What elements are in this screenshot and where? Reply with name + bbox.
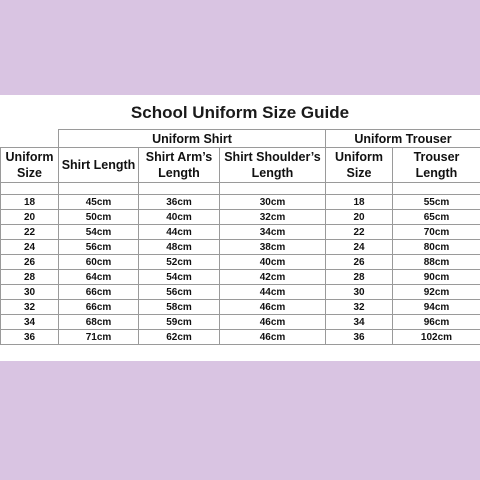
table-row xyxy=(1,300,480,315)
trouser-uniform-size-cell: 24 xyxy=(326,240,393,255)
shirt-shoulder-length-cell: 46cm xyxy=(220,300,326,315)
spacer-cell xyxy=(139,183,220,195)
trouser-uniform-size-cell: 22 xyxy=(326,225,393,240)
shirt-length-cell: 64cm xyxy=(59,270,139,285)
shirt-shoulder-length-cell: 44cm xyxy=(220,285,326,300)
trouser-length-cell: 90cm xyxy=(393,270,480,285)
size-guide-card xyxy=(0,95,480,361)
uniform-size-cell: 18 xyxy=(1,195,59,210)
trouser-length-cell: 88cm xyxy=(393,255,480,270)
trouser-uniform-size-cell: 30 xyxy=(326,285,393,300)
trouser-uniform-size-cell: 26 xyxy=(326,255,393,270)
spacer-cell xyxy=(393,183,480,195)
spacer-cell xyxy=(59,183,139,195)
shirt-arm-length-cell: 36cm xyxy=(139,195,220,210)
table-row xyxy=(1,210,480,225)
shirt-arm-length-cell: 59cm xyxy=(139,315,220,330)
shirt-arm-length-cell: 44cm xyxy=(139,225,220,240)
table-row xyxy=(1,255,480,270)
shirt-arm-length-cell: 56cm xyxy=(139,285,220,300)
spacer-cell xyxy=(1,183,59,195)
header-trouser-length: Trouser Length xyxy=(393,148,480,183)
table-row xyxy=(1,240,480,255)
shirt-arm-length-cell: 40cm xyxy=(139,210,220,225)
size-guide-table xyxy=(0,129,480,345)
shirt-arm-length-cell: 58cm xyxy=(139,300,220,315)
header-uniform-size: Uniform Size xyxy=(1,148,59,183)
trouser-length-cell: 92cm xyxy=(393,285,480,300)
trouser-length-cell: 102cm xyxy=(393,330,480,345)
header-trouser-uniform-size: Uniform Size xyxy=(326,148,393,183)
shirt-shoulder-length-cell: 30cm xyxy=(220,195,326,210)
trouser-length-cell: 96cm xyxy=(393,315,480,330)
shirt-length-cell: 54cm xyxy=(59,225,139,240)
shirt-shoulder-length-cell: 46cm xyxy=(220,330,326,345)
trouser-length-cell: 94cm xyxy=(393,300,480,315)
trouser-uniform-size-cell: 28 xyxy=(326,270,393,285)
trouser-uniform-size-cell: 20 xyxy=(326,210,393,225)
shirt-length-cell: 50cm xyxy=(59,210,139,225)
uniform-size-cell: 22 xyxy=(1,225,59,240)
size-rows xyxy=(1,195,480,345)
shirt-arm-length-cell: 48cm xyxy=(139,240,220,255)
shirt-shoulder-length-cell: 34cm xyxy=(220,225,326,240)
column-header-row xyxy=(1,148,480,183)
table-row xyxy=(1,195,480,210)
table-row xyxy=(1,315,480,330)
uniform-size-cell: 28 xyxy=(1,270,59,285)
group-header-row xyxy=(1,130,480,148)
shirt-length-cell: 66cm xyxy=(59,300,139,315)
uniform-size-cell: 26 xyxy=(1,255,59,270)
shirt-length-cell: 68cm xyxy=(59,315,139,330)
shirt-shoulder-length-cell: 46cm xyxy=(220,315,326,330)
page-title: School Uniform Size Guide xyxy=(130,103,350,122)
shirt-arm-length-cell: 54cm xyxy=(139,270,220,285)
shirt-length-cell: 71cm xyxy=(59,330,139,345)
trouser-uniform-size-cell: 36 xyxy=(326,330,393,345)
trouser-uniform-size-cell: 18 xyxy=(326,195,393,210)
trouser-length-cell: 55cm xyxy=(393,195,480,210)
uniform-size-cell: 32 xyxy=(1,300,59,315)
shirt-length-cell: 56cm xyxy=(59,240,139,255)
table-row xyxy=(1,270,480,285)
table-row xyxy=(1,225,480,240)
spacer-cell xyxy=(326,183,393,195)
shirt-shoulder-length-cell: 40cm xyxy=(220,255,326,270)
shirt-shoulder-length-cell: 42cm xyxy=(220,270,326,285)
uniform-size-cell: 24 xyxy=(1,240,59,255)
shirt-length-cell: 60cm xyxy=(59,255,139,270)
group-header-shirt: Uniform Shirt xyxy=(59,130,326,148)
spacer-cell xyxy=(220,183,326,195)
group-header-trouser: Uniform Trouser xyxy=(326,130,480,148)
trouser-uniform-size-cell: 32 xyxy=(326,300,393,315)
shirt-length-cell: 45cm xyxy=(59,195,139,210)
shirt-shoulder-length-cell: 38cm xyxy=(220,240,326,255)
uniform-size-cell: 20 xyxy=(1,210,59,225)
trouser-length-cell: 80cm xyxy=(393,240,480,255)
spacer-row xyxy=(1,183,480,195)
header-shirt-shoulder-length: Shirt Shoulder’s Length xyxy=(220,148,326,183)
shirt-arm-length-cell: 62cm xyxy=(139,330,220,345)
table-row xyxy=(1,330,480,345)
table-row xyxy=(1,285,480,300)
shirt-shoulder-length-cell: 32cm xyxy=(220,210,326,225)
shirt-length-cell: 66cm xyxy=(59,285,139,300)
trouser-length-cell: 70cm xyxy=(393,225,480,240)
uniform-size-cell: 36 xyxy=(1,330,59,345)
uniform-size-cell: 34 xyxy=(1,315,59,330)
uniform-size-cell: 30 xyxy=(1,285,59,300)
corner-cell xyxy=(1,130,59,148)
header-shirt-arm-length: Shirt Arm’s Length xyxy=(139,148,220,183)
trouser-length-cell: 65cm xyxy=(393,210,480,225)
shirt-arm-length-cell: 52cm xyxy=(139,255,220,270)
trouser-uniform-size-cell: 34 xyxy=(326,315,393,330)
header-shirt-length: Shirt Length xyxy=(59,148,139,183)
